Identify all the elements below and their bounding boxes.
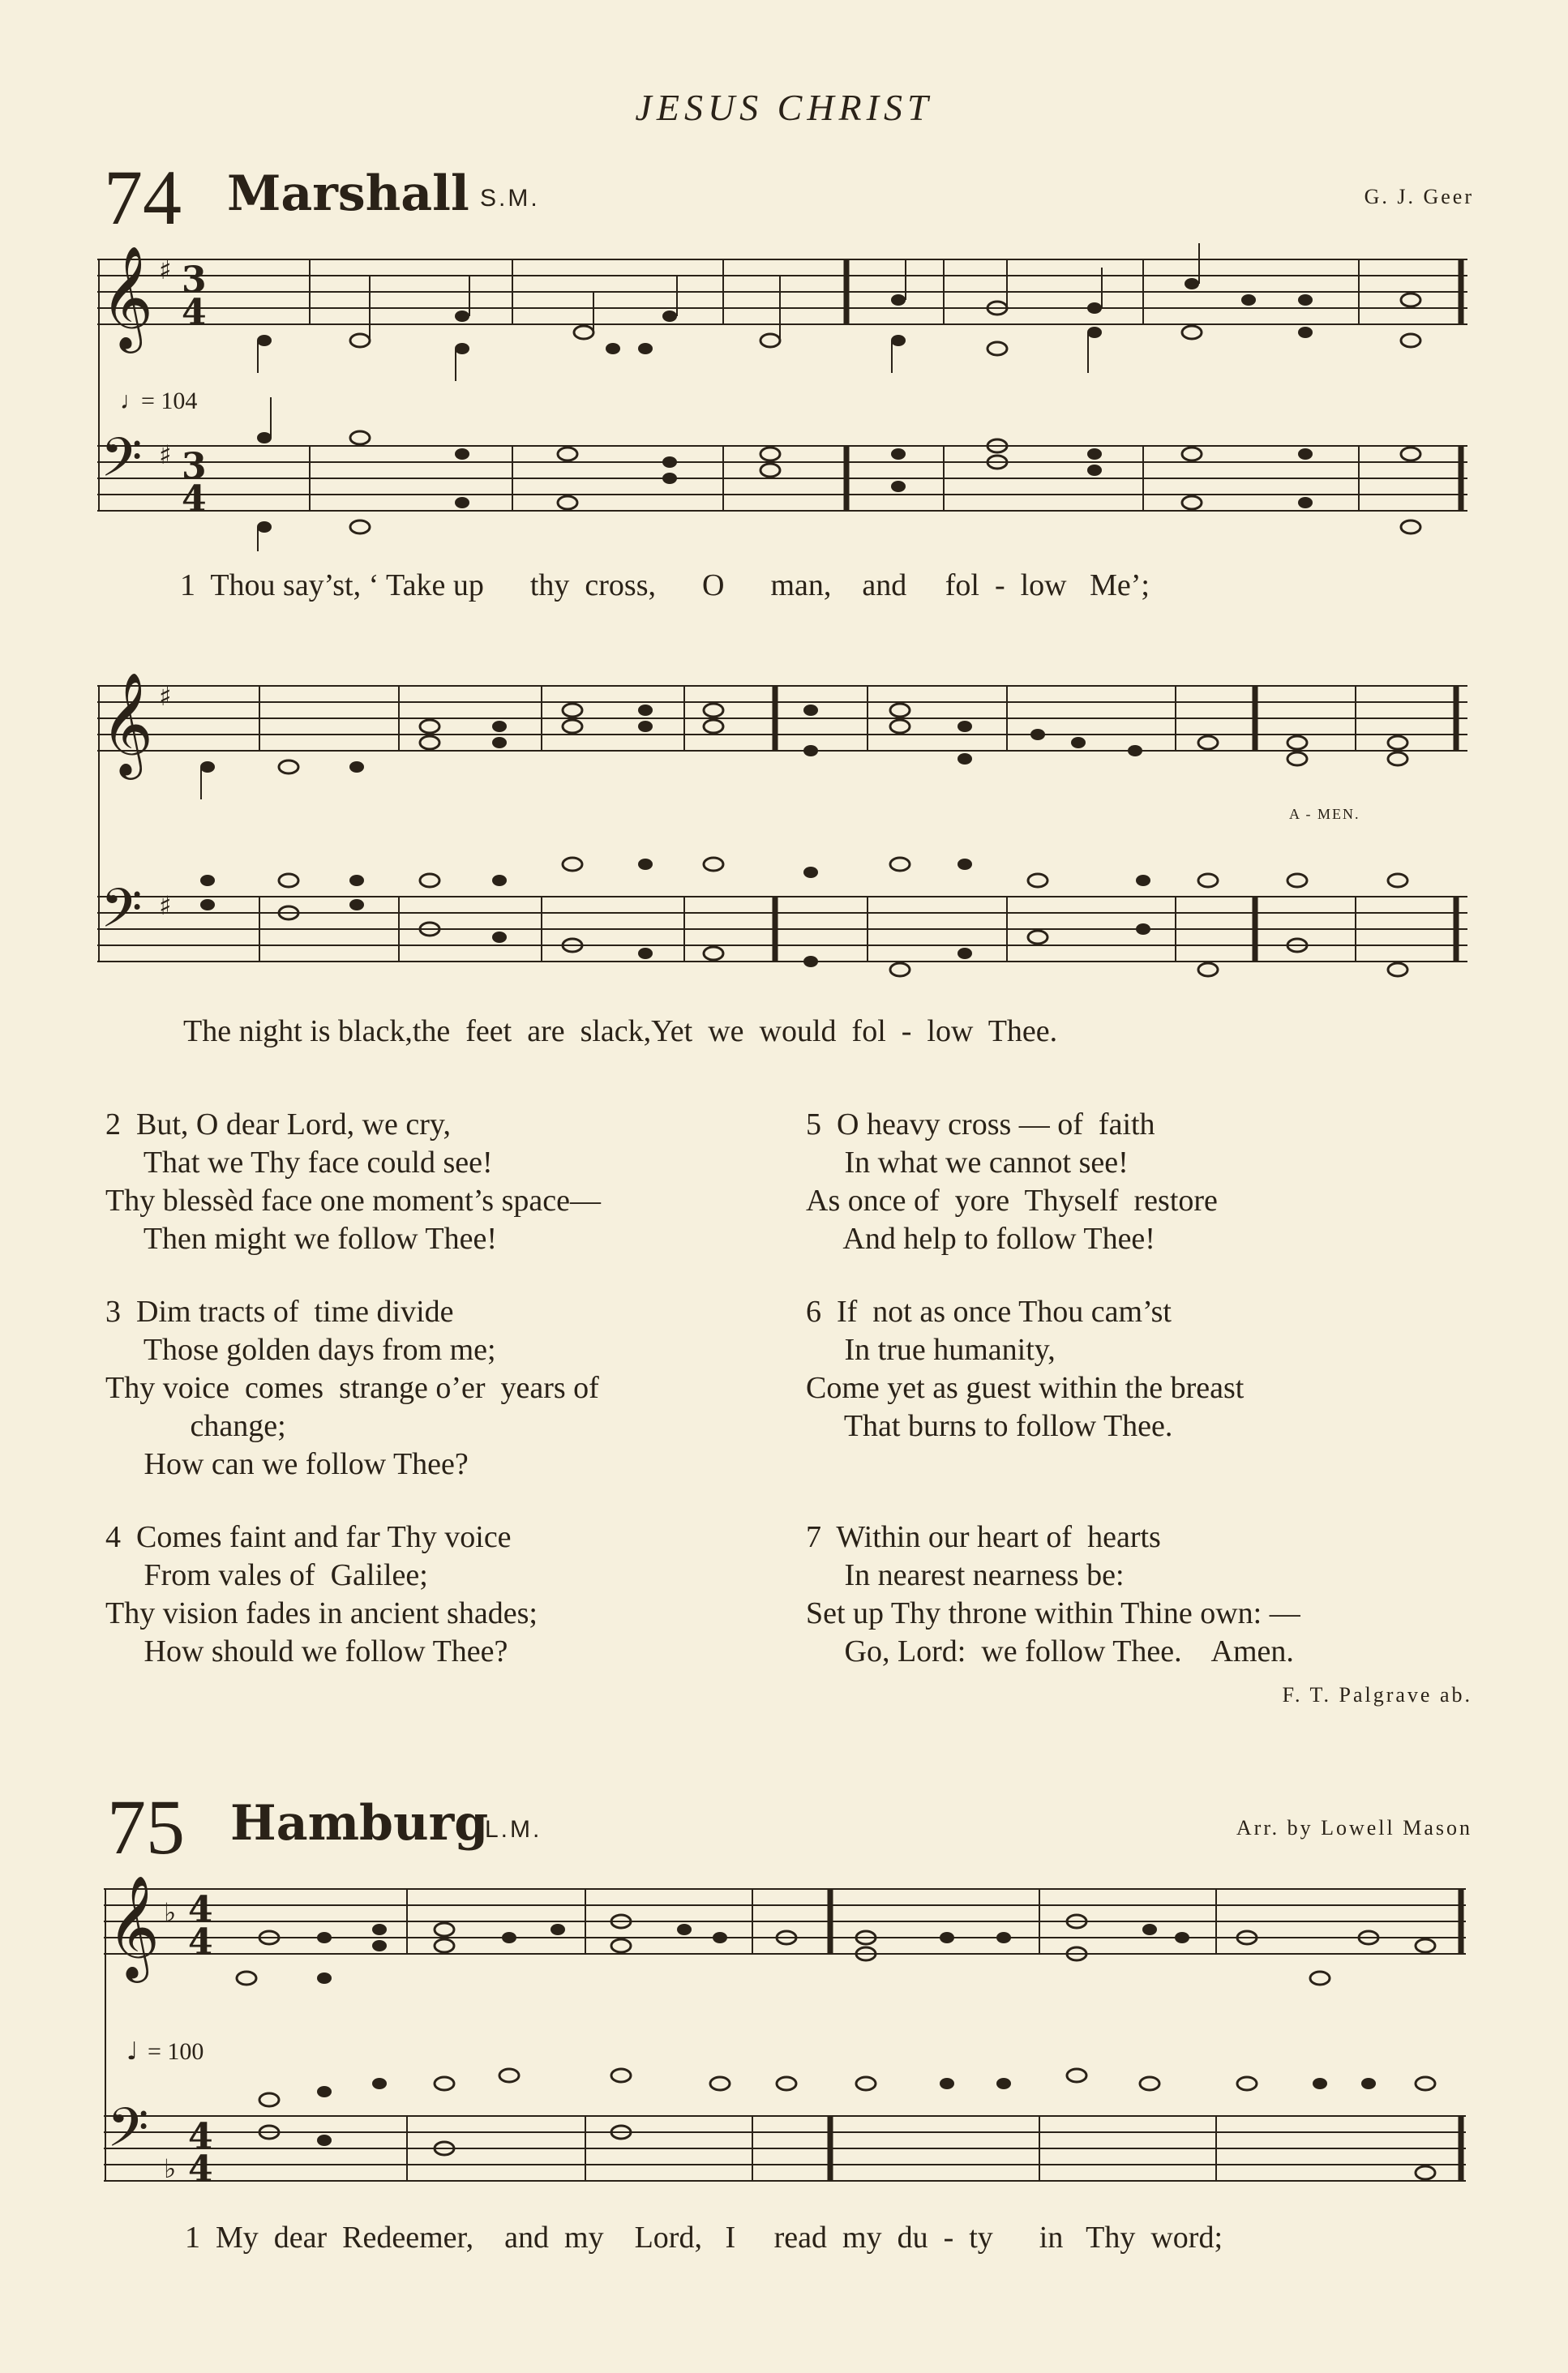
verse-line: Those golden days from me; [105,1333,496,1367]
meter-75: L.M. [485,1816,542,1843]
svg-text:4: 4 [182,478,207,520]
time-sig-top: 3 [182,259,207,301]
lyric-line-74-2: The night is black,the feet are slack,Yet we would fol - low Thee. [183,1014,1058,1048]
svg-text:♯: ♯ [159,890,172,921]
verse-line: Come yet as guest within the breast [806,1371,1245,1405]
verse-line: In what we cannot see! [806,1146,1129,1180]
verse-line: How can we follow Thee? [105,1447,469,1481]
verse-4 [105,1518,803,1671]
time-sig-bottom: 4 [182,292,207,333]
svg-text:𝄢: 𝄢 [107,2097,149,2172]
verse-line: That we Thy face could see! [105,1146,493,1180]
verse-line: As once of yore Thyself restore [806,1184,1218,1218]
tune-name-hamburg: Hamburg [230,1795,489,1852]
composer-74: G. J. Geer [1364,185,1474,208]
verse-6 [806,1293,1487,1446]
bass-clef: 𝄢 [101,426,143,502]
treble-staff [97,259,1467,324]
quarter-note-icon: ♩ [126,2037,139,2066]
svg-text:4: 4 [188,2116,213,2157]
svg-text:♭: ♭ [164,2153,177,2184]
verse-line: Set up Thy throne within Thine own: — [806,1596,1300,1630]
meter-74: S.M. [480,185,540,212]
tune-name-marshall: Marshall [227,165,469,222]
bass-notes-2 [200,858,1407,976]
verse-line: And help to follow Thee! [806,1222,1155,1256]
svg-text:3: 3 [182,446,207,487]
treble-staff-2 [97,686,1467,751]
music-system-74-1 [97,243,1476,551]
hymn-number-75: 75 [107,1784,185,1870]
bass-staff-75 [104,2116,1466,2181]
time-sig-75-bottom: 4 [188,1921,213,1963]
svg-text:♭: ♭ [164,1897,177,1928]
verse-line: 4 Comes faint and far Thy voice [105,1520,512,1554]
verse-line: In true humanity, [806,1333,1056,1367]
verse-2 [105,1106,803,1258]
verse-line: Thy blessèd face one moment’s space— [105,1184,601,1218]
verse-line: From vales of Galilee; [105,1558,428,1592]
verses-right-column [806,1106,1487,1671]
svg-text:4: 4 [188,2148,213,2190]
section-title: JESUS CHRIST [635,87,933,128]
verse-line: Thy voice comes strange o’er years of [105,1371,599,1405]
bass-notes-75 [259,2069,1435,2179]
lyric-line-74-1: 1 Thou say’st, ‘ Take up thy cross, O man, and fol - low Me’; [180,568,1150,602]
tempo-value-75: = 100 [148,2038,204,2065]
music-system-75-1 [104,1873,1482,2213]
bass-staff [97,446,1467,511]
verse-line: 6 If not as once Thou cam’st [806,1295,1172,1329]
verse-line: That burns to follow Thee. [806,1409,1173,1443]
verse-line: In nearest nearness be: [806,1558,1125,1592]
svg-text:♯: ♯ [159,439,172,470]
treble-clef: 𝄞 [101,245,154,349]
treble-notes-75 [237,1915,1435,1985]
music-system-74-2 [97,670,1476,994]
svg-text:𝄞: 𝄞 [101,671,154,775]
verses-left-column [105,1106,803,1671]
verse-3 [105,1293,803,1484]
treble-notes [257,243,1420,381]
svg-text:♯: ♯ [159,255,172,285]
verse-5 [806,1106,1487,1258]
tempo-marking-74: ♩ [120,388,144,414]
verse-line: 2 But, O dear Lord, we cry, [105,1107,451,1142]
svg-text:𝄢: 𝄢 [101,877,143,953]
verse-line: Thy vision fades in ancient shades; [105,1596,538,1630]
svg-text:♯: ♯ [159,681,172,712]
author-74: F. T. Palgrave ab. [1282,1683,1472,1707]
bass-notes [257,397,1420,551]
verse-line: Then might we follow Thee! [105,1222,497,1256]
hymn-number-74: 74 [104,154,182,241]
verse-line: Go, Lord: we follow Thee. Amen. [806,1634,1294,1668]
verse-line: How should we follow Thee? [105,1634,508,1668]
verse-line: change; [105,1409,286,1443]
bass-staff-2 [97,897,1467,962]
amen-label: A - MEN. [1289,806,1360,822]
verse-line: 5 O heavy cross — of faith [806,1107,1155,1142]
verse-7 [806,1518,1487,1671]
verse-line: 7 Within our heart of hearts [806,1520,1161,1554]
lyric-line-75-1: 1 My dear Redeemer, and my Lord, I read my du - ty in Thy word; [185,2221,1223,2255]
svg-text:𝄞: 𝄞 [107,1874,161,1978]
time-sig-75-top: 4 [188,1889,213,1930]
composer-75: Arr. by Lowell Mason [1236,1816,1472,1840]
tempo-value-74: = 104 [141,388,198,414]
verse-line: 3 Dim tracts of time divide [105,1295,454,1329]
